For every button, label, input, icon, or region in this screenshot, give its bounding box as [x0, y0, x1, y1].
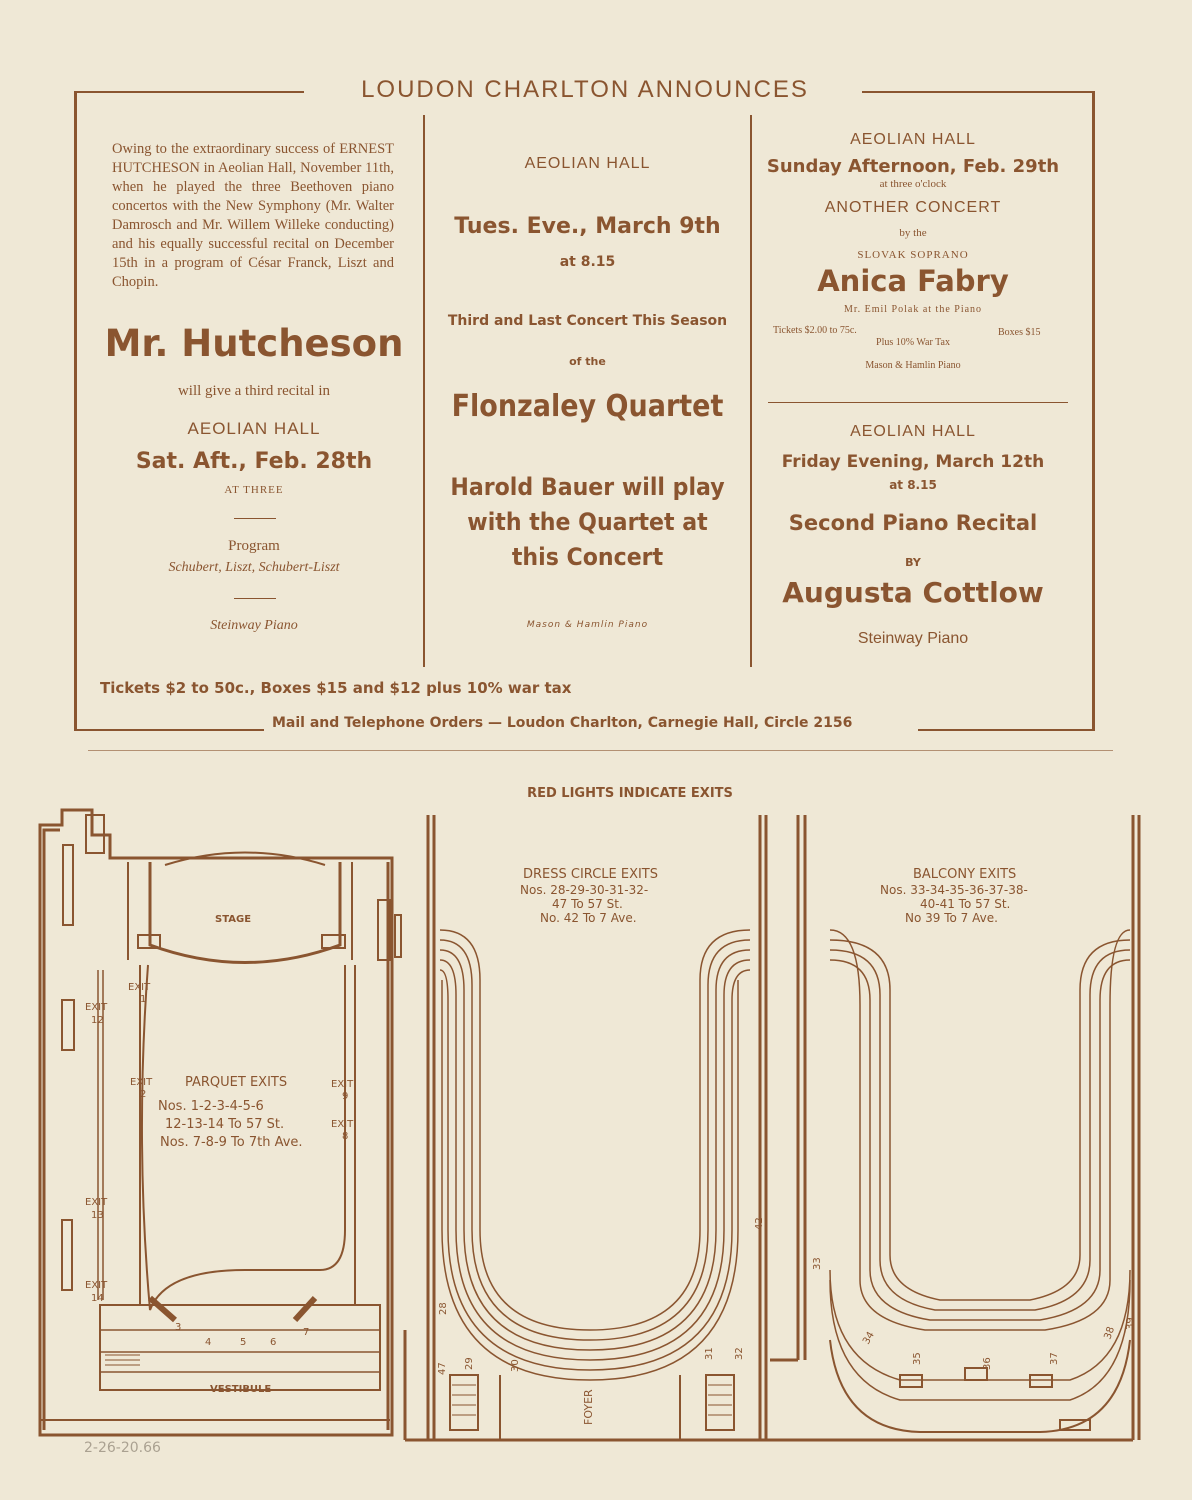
exit-label: EXIT: [331, 1119, 354, 1130]
cottlow-date: Friday Evening, March 12th: [781, 452, 1045, 472]
exit-number: 37: [1049, 1352, 1060, 1365]
by-word: BY: [905, 556, 921, 569]
divider: [234, 518, 276, 519]
parquet-line: Nos. 1-2-3-4-5-6: [158, 1099, 264, 1114]
exit-number: 33: [812, 1257, 823, 1270]
another-concert: ANOTHER CONCERT: [824, 199, 1002, 216]
balcony-heading: BALCONY EXITS: [913, 867, 1017, 882]
exit-number: 29: [464, 1357, 475, 1370]
venue: AEOLIAN HALL: [187, 419, 321, 438]
venue: AEOLIAN HALL: [850, 131, 976, 148]
recital-title: Second Piano Recital: [788, 511, 1038, 535]
cottlow-name: Augusta Cottlow: [782, 576, 1044, 609]
handwritten-annotation: 2-26-20.66: [84, 1440, 161, 1456]
exit-label: EXIT: [85, 1280, 108, 1291]
ensemble-name: Flonzaley Quartet: [451, 389, 724, 424]
cottlow-time: at 8.15: [889, 478, 937, 492]
exit-number: 2: [140, 1089, 147, 1100]
plan-title: RED LIGHTS INDICATE EXITS: [527, 786, 733, 801]
recital-time: AT THREE: [224, 484, 284, 496]
piano-credit: Mason & Hamlin Piano: [526, 620, 649, 630]
piano-credit: Mason & Hamlin Piano: [865, 360, 961, 371]
vestibule-label: VESTIBULE: [210, 1384, 272, 1395]
exit-label: EXIT: [128, 982, 151, 993]
exit-number: 1: [140, 994, 147, 1005]
page-title: LOUDON CHARLTON ANNOUNCES: [361, 76, 809, 103]
hutcheson-intro: Owing to the extraordinary success of ERNEST HUTCHESON in Aeolian Hall, November 11th, when he played the three Beethoven piano concertos with the New Symphony (Mr. Walter Damrosch and Mr. Willem Willeke conducting) and his equally successful recital on December 15th in a program of César Franck, Liszt and Chopin.: [112, 141, 394, 290]
exit-label: EXIT: [85, 1197, 108, 1208]
exit-number: 30: [510, 1359, 521, 1372]
venue: AEOLIAN HALL: [850, 423, 976, 440]
exit-number: 14: [91, 1293, 104, 1304]
balcony-line: Nos. 33-34-35-36-37-38-: [880, 883, 1028, 897]
parquet-line: Nos. 7-8-9 To 7th Ave.: [160, 1135, 303, 1150]
exit-number: 42: [754, 1217, 765, 1230]
fabry-boxes: Boxes $15: [998, 327, 1041, 338]
fabry-name: Anica Fabry: [817, 264, 1009, 298]
exit-number: 47: [437, 1362, 448, 1375]
exit-number: 28: [438, 1302, 449, 1315]
fabry-date: Sunday Afternoon, Feb. 29th: [766, 156, 1060, 177]
ticket-prices: Tickets $2 to 50c., Boxes $15 and $12 plus 10% war tax: [100, 679, 572, 697]
column-divider: [423, 115, 425, 667]
exit-number: 32: [734, 1347, 745, 1360]
exit-number: 9: [342, 1091, 349, 1102]
section-separator: [88, 750, 1113, 751]
guest-line: this Concert: [511, 543, 664, 571]
of-the: of the: [569, 355, 606, 368]
exit-number: 5: [240, 1337, 247, 1348]
exit-number: 6: [270, 1337, 277, 1348]
exit-number: 8: [342, 1131, 349, 1142]
exit-number: 7: [303, 1327, 310, 1338]
by-the: by the: [899, 227, 927, 239]
program-label: Program: [228, 538, 280, 554]
guest-line: with the Quartet at: [467, 508, 708, 536]
accompanist: Mr. Emil Polak at the Piano: [843, 304, 983, 315]
concert-date: Tues. Eve., March 9th: [454, 214, 721, 239]
exit-number: 39: [1125, 1317, 1136, 1330]
mail-orders: Mail and Telephone Orders — Loudon Charlton, Carnegie Hall, Circle 2156: [272, 715, 853, 731]
piano-credit: Steinway Piano: [210, 618, 298, 633]
voice-type: SLOVAK SOPRANO: [857, 249, 969, 261]
exit-number: 36: [982, 1357, 993, 1370]
fabry-tax: Plus 10% War Tax: [876, 337, 950, 348]
dress-line: 47 To 57 St.: [552, 897, 623, 911]
dress-line: No. 42 To 7 Ave.: [540, 911, 637, 925]
exit-number: 13: [91, 1210, 104, 1221]
concert-time: at 8.15: [559, 254, 616, 270]
exit-label: EXIT: [85, 1002, 108, 1013]
dress-heading: DRESS CIRCLE EXITS: [523, 867, 659, 882]
exit-number: 12: [91, 1015, 104, 1026]
exit-number: 34: [861, 1329, 877, 1347]
hutcheson-name: Mr. Hutcheson: [104, 322, 404, 365]
exit-number: 3: [175, 1322, 182, 1333]
balcony-line: No 39 To 7 Ave.: [905, 911, 998, 925]
exit-number: 4: [205, 1337, 212, 1348]
exit-label: EXIT: [130, 1077, 153, 1088]
exit-number: 35: [912, 1352, 923, 1365]
recital-date: Sat. Aft., Feb. 28th: [135, 449, 373, 474]
parquet-heading: PARQUET EXITS: [185, 1075, 288, 1090]
exit-number: 38: [1102, 1325, 1118, 1342]
venue: AEOLIAN HALL: [524, 155, 651, 172]
foyer-label: FOYER: [582, 1389, 595, 1425]
exit-number: 31: [704, 1347, 715, 1360]
balcony-line: 40-41 To 57 St.: [920, 897, 1011, 911]
divider: [768, 402, 1068, 403]
parquet-line: 12-13-14 To 57 St.: [165, 1117, 285, 1132]
fabry-tickets: Tickets $2.00 to 75c.: [773, 325, 857, 336]
divider: [234, 598, 276, 599]
piano-credit: Steinway Piano: [857, 630, 969, 647]
stage-label: STAGE: [215, 914, 252, 925]
seating-plan: [0, 800, 1192, 1460]
dress-line: Nos. 28-29-30-31-32-: [520, 883, 649, 897]
season-line: Third and Last Concert This Season: [447, 313, 728, 329]
fabry-time: at three o'clock: [879, 178, 947, 190]
column-divider: [750, 115, 752, 667]
exit-label: EXIT: [331, 1079, 354, 1090]
guest-line: Harold Bauer will play: [450, 473, 725, 501]
recital-line: will give a third recital in: [177, 383, 331, 399]
program-composers: Schubert, Liszt, Schubert-Liszt: [168, 560, 340, 575]
